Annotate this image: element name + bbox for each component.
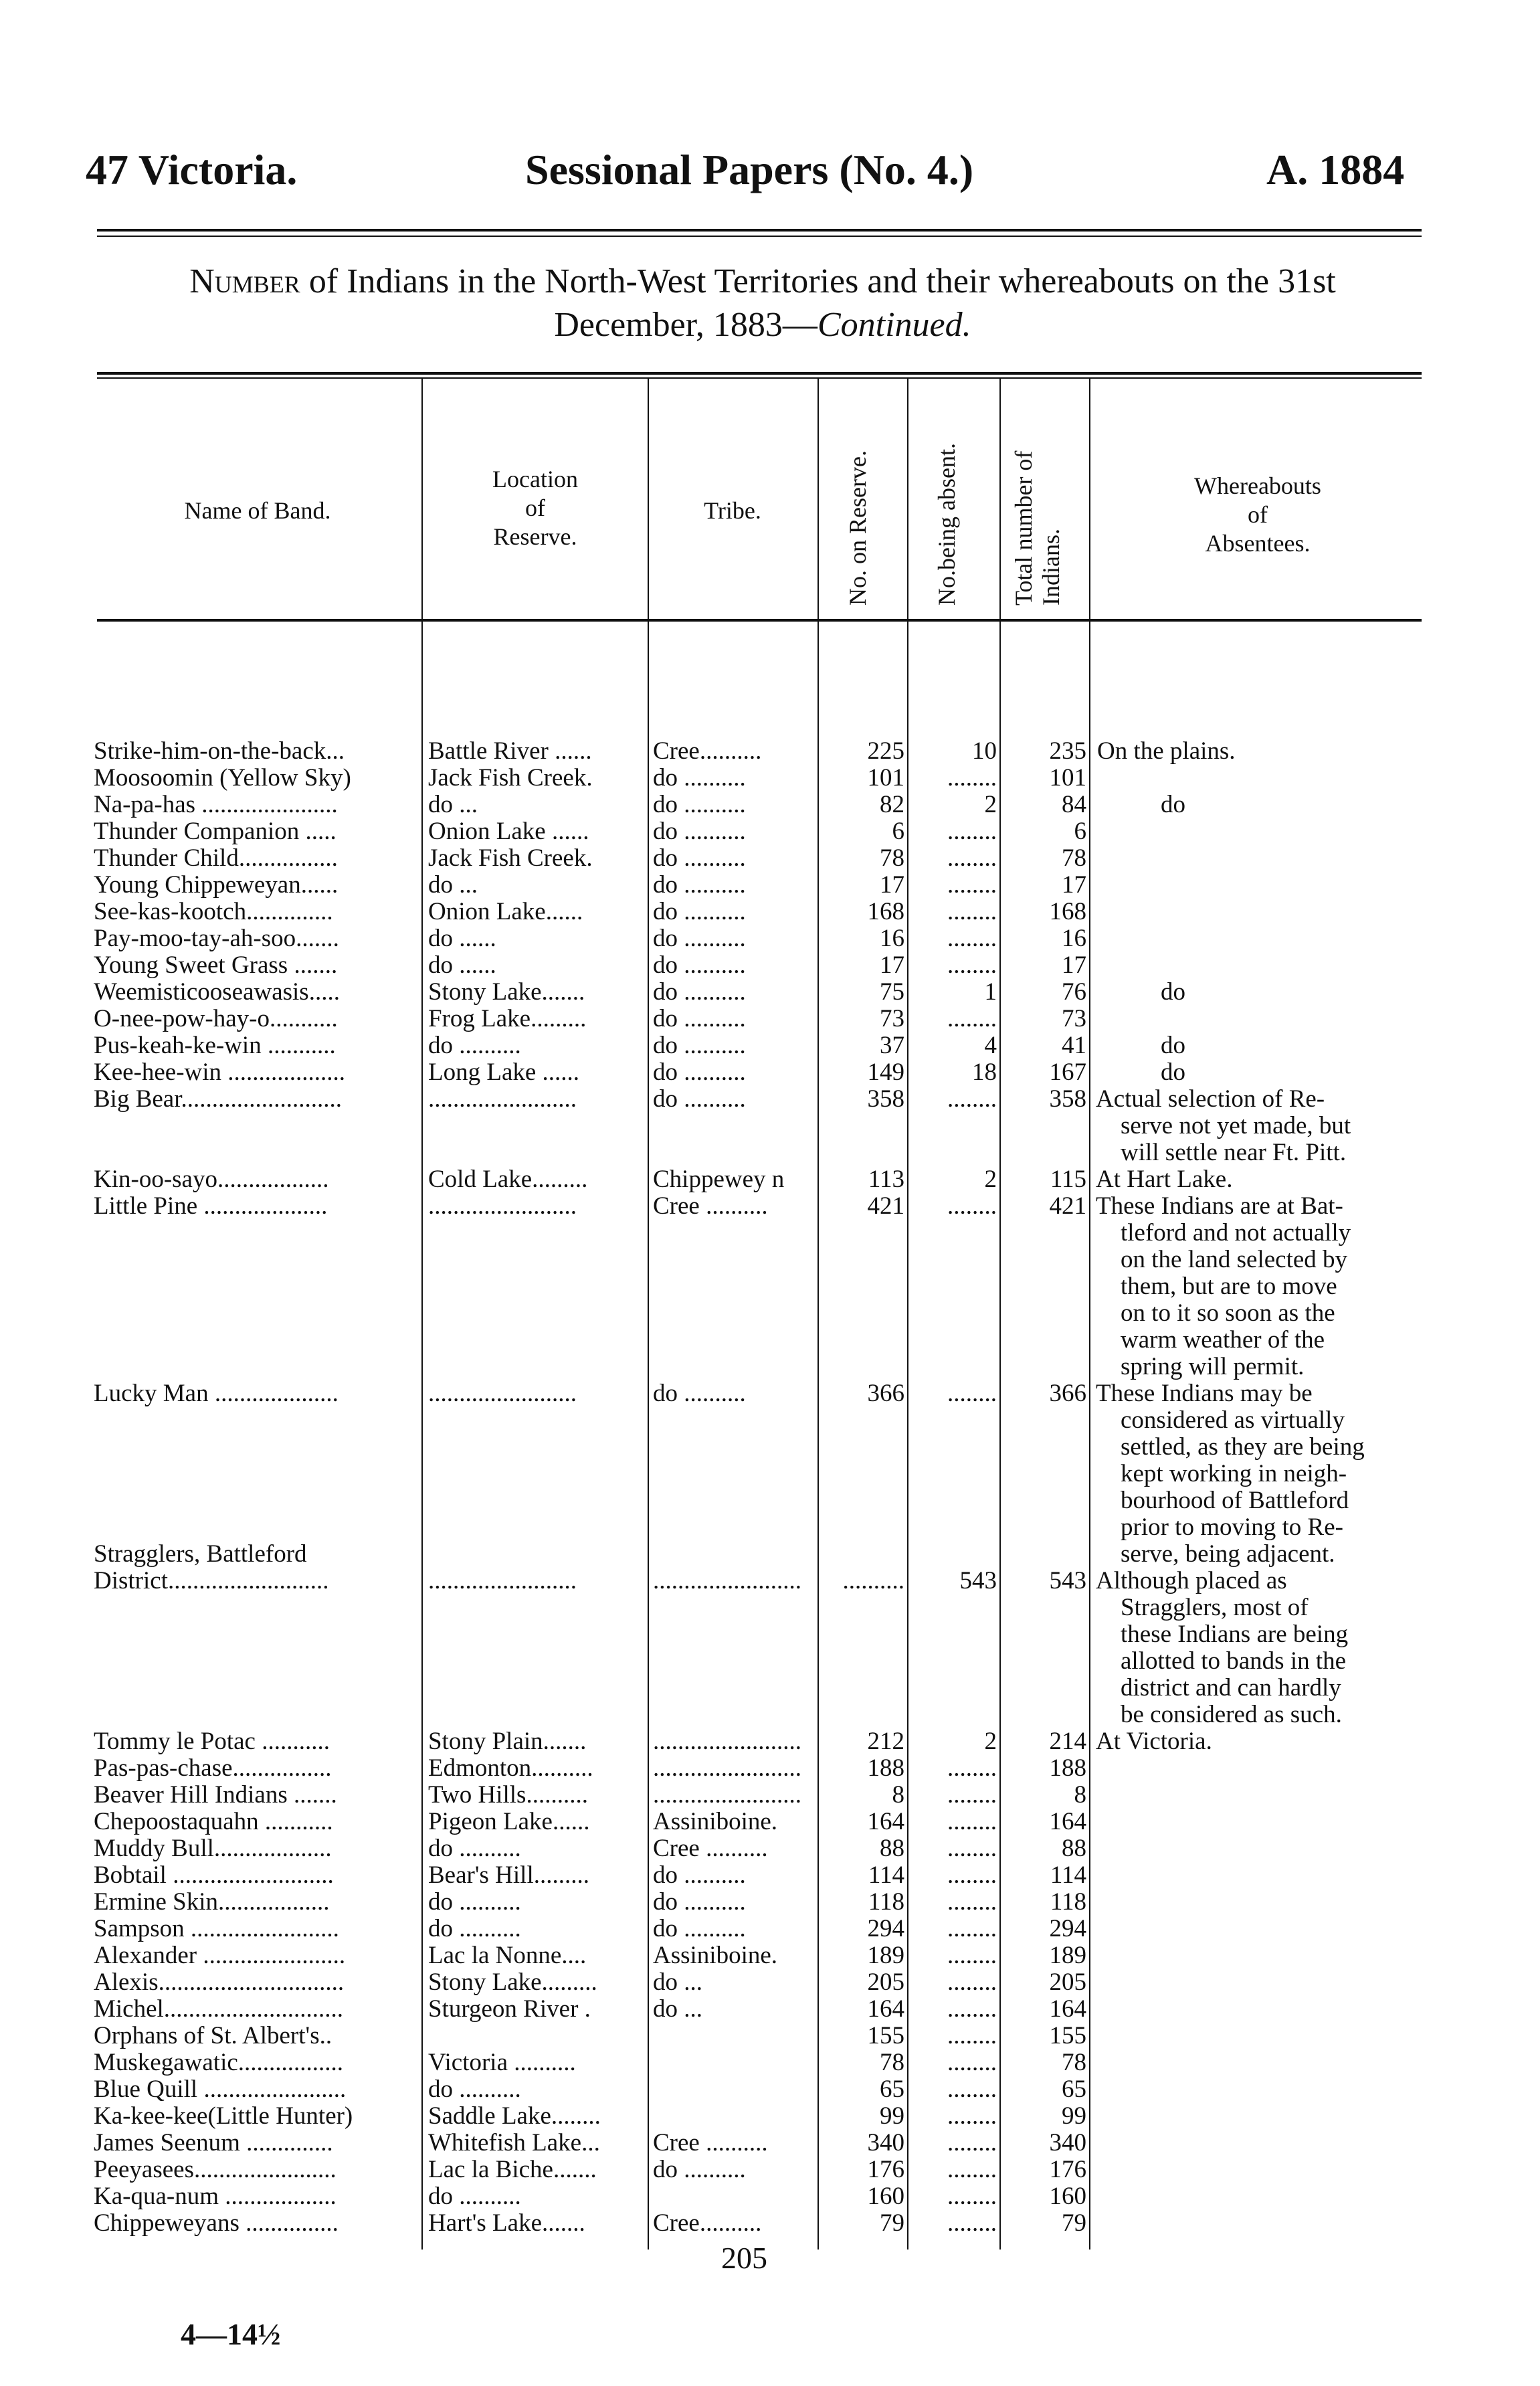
cell-name: District.......................... [94,1568,329,1594]
cell-absent: ........ [947,845,997,872]
cell-location: Battle River ...... [428,738,592,765]
cell-name: Tommy le Potac ........... [94,1728,330,1755]
cell-location: Sturgeon River . [428,1996,591,2023]
cell-absent: ........ [947,1006,997,1032]
cell-tribe: Cree .......... [653,2130,768,2156]
cell-on-reserve: 188 [867,1755,904,1782]
note-line: these Indians are being [1121,1621,1349,1648]
note-line: warm weather of the [1121,1326,1325,1354]
cell-name: Bobtail .......................... [94,1862,334,1889]
cell-absent: ........ [947,1996,997,2023]
cell-tribe: do .......... [653,872,746,899]
cell-location: ........................ [428,1086,577,1113]
cell-total: 366 [1049,1380,1086,1407]
cell-absent: ........ [947,2076,997,2103]
cell-location: Onion Lake ...... [428,818,589,845]
cell-tribe: ........................ [653,1755,801,1782]
cell-location: Hart's Lake....... [428,2210,585,2237]
cell-tribe: Assiniboine. [653,1942,778,1969]
cell-name: O-nee-pow-hay-o........... [94,1006,338,1032]
cell-total: 543 [1049,1568,1086,1594]
cell-absent: ........ [947,1916,997,1942]
cell-total: 84 [1062,792,1086,818]
cell-tribe: do .......... [653,1006,746,1032]
cell-tribe: Assiniboine. [653,1809,778,1835]
cell-on-reserve: 340 [867,2130,904,2156]
cell-total: 189 [1049,1942,1086,1969]
cell-tribe: do .......... [653,979,746,1006]
cell-tribe: do .......... [653,1916,746,1942]
note-line: on the land selected by [1121,1246,1348,1273]
cell-absent: ........ [947,1889,997,1916]
cell-on-reserve: 155 [867,2023,904,2049]
cell-absent: ........ [947,1809,997,1835]
note-line: settled, as they are being [1121,1433,1365,1461]
cell-name: Kin-oo-sayo.................. [94,1166,329,1193]
cell-on-reserve: 79 [880,2210,904,2237]
header-title: Sessional Papers (No. 4.) [525,146,974,193]
cell-location: Victoria .......... [428,2049,576,2076]
cell-location: ........................ [428,1380,577,1407]
cell-on-reserve: 17 [880,952,904,979]
cell-absent: 10 [972,738,997,765]
title-line-1-text: of Indians in the North-West Territories and their whereabouts on the 31st [308,262,1336,300]
cell-absent: ........ [947,1755,997,1782]
cell-name: Stragglers, Battleford [94,1541,307,1568]
cell-name: Pas-pas-chase................ [94,1755,332,1782]
cell-on-reserve: 16 [880,925,904,952]
cell-location: Bear's Hill......... [428,1862,589,1889]
cell-tribe: do .......... [653,792,746,818]
cell-total: 65 [1062,2076,1086,2103]
note-line: spring will permit. [1121,1353,1305,1380]
cell-on-reserve: 294 [867,1916,904,1942]
cell-absent: ........ [947,1086,997,1113]
cell-on-reserve: 78 [880,2049,904,2076]
cell-tribe: do .......... [653,765,746,792]
cell-total: 79 [1062,2210,1086,2237]
cell-tribe: do .......... [653,1032,746,1059]
cell-total: 76 [1062,979,1086,1006]
column-header-on-reserve: No. on Reserve. [844,450,871,606]
note-line: on to it so soon as the [1121,1299,1335,1327]
cell-tribe: ........................ [653,1782,801,1809]
cell-name: Sampson ........................ [94,1916,339,1942]
cell-tribe: Cree.......... [653,2210,762,2237]
cell-name: Michel............................. [94,1996,344,2023]
column-rule [1089,379,1090,2250]
cell-absent: ........ [947,925,997,952]
cell-absent: ........ [947,1782,997,1809]
header-bottom-rule [97,619,1422,622]
cell-total: 164 [1049,1809,1086,1835]
cell-on-reserve: 114 [868,1862,904,1889]
cell-location: Onion Lake...... [428,899,583,925]
cell-total: 167 [1049,1059,1086,1086]
cell-on-reserve: 160 [867,2183,904,2210]
cell-name: Chippeweyans ............... [94,2210,339,2237]
note-line: bourhood of Battleford [1121,1487,1349,1514]
cell-total: 6 [1074,818,1086,845]
note-line: serve, being adjacent. [1121,1540,1335,1568]
title-line-1 [94,260,1432,303]
cell-tribe: ........................ [653,1568,801,1594]
cell-total: 340 [1049,2130,1086,2156]
cell-on-reserve: 88 [880,1835,904,1862]
cell-total: 88 [1062,1835,1086,1862]
note-line: do [1161,791,1185,818]
cell-total: 118 [1050,1889,1086,1916]
note-line: do [1161,978,1185,1006]
cell-tribe: do .......... [653,845,746,872]
note-line: These Indians are at Bat- [1096,1192,1343,1220]
cell-location: do .......... [428,1032,521,1059]
cell-absent: ........ [947,1380,997,1407]
cell-on-reserve: 118 [868,1889,904,1916]
cell-location: Jack Fish Creek. [428,845,593,872]
cell-name: Na-pa-has ...................... [94,792,338,818]
cell-name: Chepoostaquahn ........... [94,1809,333,1835]
cell-absent: 2 [984,1728,997,1755]
title-first-word: Number [189,262,300,300]
cell-tribe: do .......... [653,818,746,845]
note-line: On the plains. [1097,737,1236,765]
table-top-rule [97,372,1422,375]
cell-name: Blue Quill ....................... [94,2076,347,2103]
cell-location: do .......... [428,1916,521,1942]
cell-on-reserve: 8 [892,1782,904,1809]
column-header-location: Location of Reserve. [492,466,578,551]
cell-absent: ........ [947,2183,997,2210]
signature-mark: 4—14½ [181,2317,281,2351]
cell-tribe: Cree .......... [653,1835,768,1862]
cell-location: Stony Lake......... [428,1969,597,1996]
column-header-whereabouts: Whereabouts of Absentees. [1194,472,1321,557]
cell-absent: 18 [972,1059,997,1086]
cell-location: Saddle Lake........ [428,2103,601,2130]
cell-total: 78 [1062,2049,1086,2076]
cell-absent: ........ [947,952,997,979]
cell-tribe: do .......... [653,1059,746,1086]
cell-location: ........................ [428,1568,577,1594]
cell-absent: ........ [947,2023,997,2049]
note-line: serve not yet made, but [1121,1112,1351,1139]
cell-location: do ...... [428,925,496,952]
cell-total: 421 [1049,1193,1086,1220]
cell-location: Pigeon Lake...... [428,1809,590,1835]
cell-total: 188 [1049,1755,1086,1782]
cell-name: Big Bear.......................... [94,1086,343,1113]
cell-absent: 2 [984,792,997,818]
cell-location: Lac la Nonne.... [428,1942,587,1969]
cell-total: 168 [1049,899,1086,925]
cell-absent: 2 [984,1166,997,1193]
cell-absent: ........ [947,2103,997,2130]
header-rule [97,229,1422,232]
cell-on-reserve: 101 [867,765,904,792]
title-continued: Continued. [817,306,971,344]
note-line: prior to moving to Re- [1121,1513,1343,1541]
note-line: will settle near Ft. Pitt. [1121,1139,1347,1166]
cell-location: Frog Lake......... [428,1006,587,1032]
cell-name: Muskegawatic................. [94,2049,344,2076]
cell-total: 160 [1049,2183,1086,2210]
cell-total: 164 [1049,1996,1086,2023]
cell-total: 155 [1049,2023,1086,2049]
cell-location: Stony Lake....... [428,979,585,1006]
note-line: Although placed as [1096,1567,1287,1594]
cell-absent: 543 [959,1568,997,1594]
cell-location: Lac la Biche....... [428,2156,597,2183]
cell-tribe: Chippewey n [653,1166,785,1193]
cell-total: 17 [1062,872,1086,899]
note-line: them, but are to move [1121,1273,1337,1300]
cell-location: do ... [428,792,478,818]
cell-location: do ...... [428,952,496,979]
cell-name: Weemisticooseawasis..... [94,979,340,1006]
cell-absent: ........ [947,899,997,925]
column-header-total: Total number of Indians. [1010,450,1065,606]
cell-absent: ........ [947,1942,997,1969]
column-rule [817,379,819,2250]
cell-name: Kee-hee-win ................... [94,1059,346,1086]
cell-total: 214 [1049,1728,1086,1755]
cell-on-reserve: 176 [867,2156,904,2183]
cell-on-reserve: 205 [867,1969,904,1996]
column-header-name: Name of Band. [184,497,331,524]
cell-name: See-kas-kootch.............. [94,899,333,925]
note-line: do [1161,1032,1185,1059]
column-rule [648,379,649,2250]
cell-on-reserve: 17 [880,872,904,899]
column-rule [907,379,908,2250]
cell-tribe: do .......... [653,1086,746,1113]
cell-absent: 1 [984,979,997,1006]
cell-on-reserve: 164 [867,1996,904,2023]
header-rule-2 [97,236,1422,237]
cell-name: Alexander ....................... [94,1942,346,1969]
cell-name: Little Pine .................... [94,1193,328,1220]
cell-absent: 4 [984,1032,997,1059]
header-session: 47 Victoria. [86,146,298,193]
header-year: A. 1884 [1266,146,1405,193]
cell-total: 41 [1062,1032,1086,1059]
cell-name: Ka-qua-num .................. [94,2183,336,2210]
cell-name: Strike-him-on-the-back... [94,738,345,765]
column-rule [999,379,1001,2250]
table-top-rule-2 [97,377,1422,379]
cell-on-reserve: 149 [867,1059,904,1086]
cell-location: Jack Fish Creek. [428,765,593,792]
cell-location: do .......... [428,2076,521,2103]
document-title [94,260,1432,347]
cell-name: Muddy Bull................... [94,1835,332,1862]
cell-total: 17 [1062,952,1086,979]
cell-total: 235 [1049,738,1086,765]
cell-location: Whitefish Lake... [428,2130,600,2156]
cell-absent: ........ [947,872,997,899]
cell-name: Young Chippeweyan...... [94,872,339,899]
cell-name: Alexis.............................. [94,1969,345,1996]
cell-on-reserve: 225 [867,738,904,765]
cell-name: Beaver Hill Indians ....... [94,1782,337,1809]
note-line: At Hart Lake. [1096,1166,1233,1193]
cell-location: Edmonton.......... [428,1755,593,1782]
cell-on-reserve: 113 [868,1166,904,1193]
column-header-tribe: Tribe. [704,497,761,524]
note-line: considered as virtually [1121,1406,1345,1434]
cell-absent: ........ [947,1835,997,1862]
note-line: do [1161,1059,1185,1086]
cell-on-reserve: 358 [867,1086,904,1113]
cell-total: 358 [1049,1086,1086,1113]
cell-tribe: ........................ [653,1728,801,1755]
cell-location: do .......... [428,1889,521,1916]
cell-tribe: do ... [653,1969,702,1996]
cell-tribe: do .......... [653,2156,746,2183]
cell-on-reserve: 75 [880,979,904,1006]
note-line: Stragglers, most of [1121,1594,1309,1621]
cell-location: Two Hills.......... [428,1782,588,1809]
cell-location: do .......... [428,2183,521,2210]
note-line: allotted to bands in the [1121,1647,1347,1675]
cell-location: Cold Lake......... [428,1166,588,1193]
note-line: These Indians may be [1096,1380,1313,1407]
cell-tribe: do .......... [653,1380,746,1407]
cell-on-reserve: 73 [880,1006,904,1032]
column-rule [421,379,423,2250]
cell-on-reserve: .......... [842,1568,904,1594]
cell-on-reserve: 37 [880,1032,904,1059]
cell-tribe: do ... [653,1996,702,2023]
cell-total: 73 [1062,1006,1086,1032]
cell-absent: ........ [947,1193,997,1220]
cell-name: Lucky Man .................... [94,1380,339,1407]
title-line-2 [94,303,1432,347]
note-line: Actual selection of Re- [1096,1085,1325,1113]
cell-name: Ermine Skin.................. [94,1889,330,1916]
cell-location: do .......... [428,1835,521,1862]
cell-tribe: do .......... [653,1862,746,1889]
column-header-absent: No.being absent. [933,443,960,606]
cell-on-reserve: 164 [867,1809,904,1835]
cell-location: do ... [428,872,478,899]
note-line: tleford and not actually [1121,1219,1351,1247]
cell-on-reserve: 189 [867,1942,904,1969]
cell-total: 114 [1050,1862,1086,1889]
cell-tribe: do .......... [653,952,746,979]
cell-on-reserve: 421 [867,1193,904,1220]
title-line-2-text: December, 1883— [554,306,817,344]
cell-tribe: do .......... [653,899,746,925]
cell-name: Thunder Child................ [94,845,338,872]
cell-on-reserve: 6 [892,818,904,845]
cell-on-reserve: 168 [867,899,904,925]
cell-total: 78 [1062,845,1086,872]
cell-absent: ........ [947,2049,997,2076]
cell-on-reserve: 99 [880,2103,904,2130]
cell-on-reserve: 366 [867,1380,904,1407]
cell-total: 101 [1049,765,1086,792]
cell-total: 99 [1062,2103,1086,2130]
cell-tribe: do .......... [653,1889,746,1916]
cell-absent: ........ [947,2130,997,2156]
cell-location: Long Lake ...... [428,1059,580,1086]
cell-absent: ........ [947,1862,997,1889]
cell-absent: ........ [947,818,997,845]
cell-total: 16 [1062,925,1086,952]
cell-name: Orphans of St. Albert's.. [94,2023,332,2049]
cell-name: Peeyasees....................... [94,2156,336,2183]
cell-on-reserve: 65 [880,2076,904,2103]
cell-name: James Seenum .............. [94,2130,333,2156]
cell-total: 294 [1049,1916,1086,1942]
note-line: kept working in neigh- [1121,1460,1347,1487]
cell-name: Pay-moo-tay-ah-soo....... [94,925,339,952]
cell-total: 115 [1050,1166,1086,1193]
cell-on-reserve: 78 [880,845,904,872]
cell-name: Thunder Companion ..... [94,818,336,845]
cell-absent: ........ [947,2156,997,2183]
cell-name: Moosoomin (Yellow Sky) [94,765,351,792]
cell-tribe: Cree.......... [653,738,762,765]
cell-name: Young Sweet Grass ....... [94,952,338,979]
cell-on-reserve: 82 [880,792,904,818]
cell-total: 176 [1049,2156,1086,2183]
cell-tribe: Cree .......... [653,1193,768,1220]
cell-location: ........................ [428,1193,577,1220]
cell-absent: ........ [947,765,997,792]
note-line: district and can hardly [1121,1674,1341,1702]
page-number: 205 [721,2241,767,2275]
cell-absent: ........ [947,1969,997,1996]
cell-name: Pus-keah-ke-win ........... [94,1032,336,1059]
cell-total: 8 [1074,1782,1086,1809]
note-line: be considered as such. [1121,1701,1342,1728]
cell-location: Stony Plain....... [428,1728,587,1755]
cell-total: 205 [1049,1969,1086,1996]
cell-tribe: do .......... [653,925,746,952]
note-line: At Victoria. [1096,1728,1212,1755]
cell-absent: ........ [947,2210,997,2237]
cell-on-reserve: 212 [867,1728,904,1755]
cell-name: Ka-kee-kee(Little Hunter) [94,2103,353,2130]
